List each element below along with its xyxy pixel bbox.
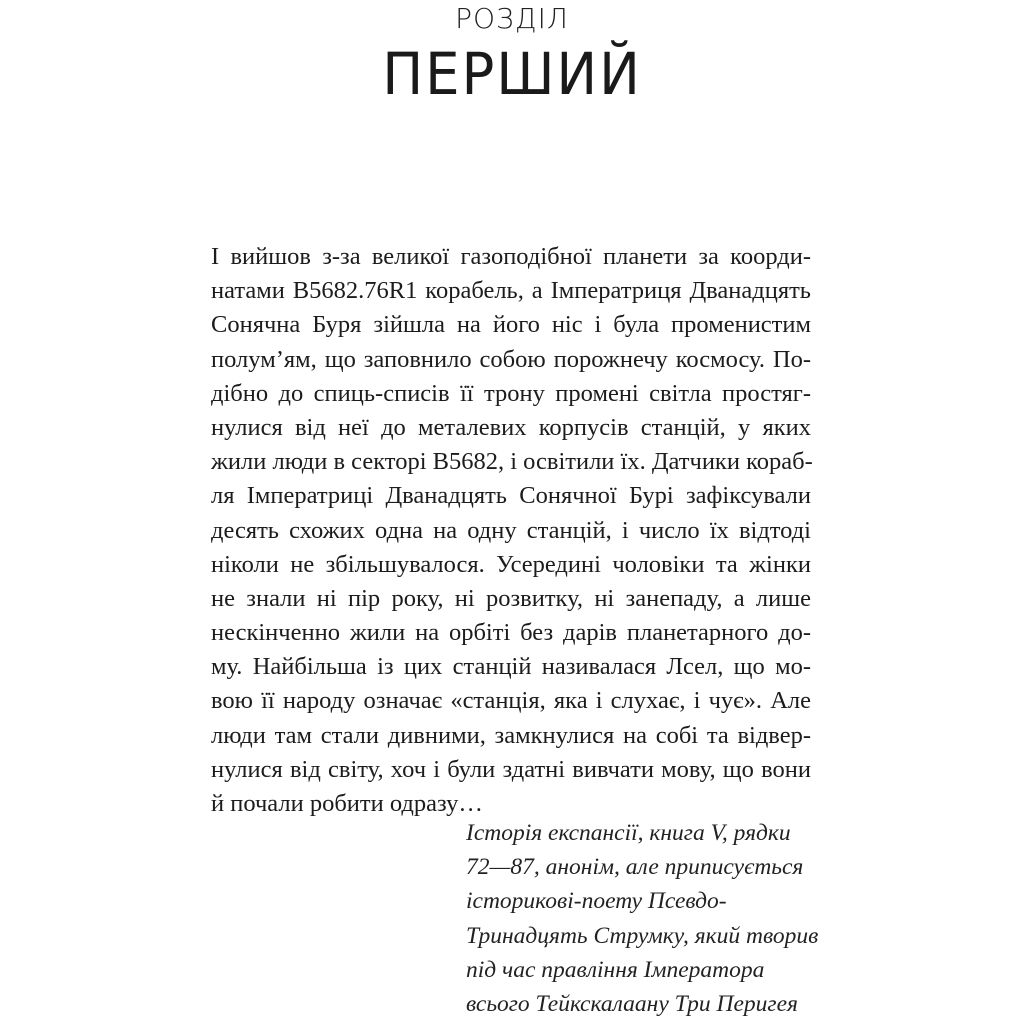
- body-line: ля Імператриці Дванадцять Сонячної Бурі зафіксували: [211, 482, 811, 510]
- epigraph-attribution: [466, 816, 826, 1021]
- body-paragraph: [211, 240, 811, 821]
- chapter-title: ПЕРШИЙ: [382, 40, 642, 108]
- body-line: полум’ям, що заповнило собою порожнечу космосу. По-: [211, 345, 811, 373]
- body-line: десять схожих одна на одну станцій, і число їх відтоді: [211, 516, 811, 544]
- epigraph-line: всього Тейкскалаану Три Перигея: [466, 990, 798, 1017]
- body-line: вою її народу означає «станція, яка і слухає, і чує». Але: [211, 687, 811, 715]
- body-line-last: й почали робити одразу…: [211, 790, 483, 817]
- body-line: жили люди в секторі В5682, і освітили їх. Датчики кораб-: [211, 448, 813, 476]
- chapter-label: РОЗДІЛ: [455, 2, 569, 35]
- epigraph-line: Історія експансії, книга V, рядки: [466, 820, 791, 846]
- body-line: ніколи не збільшувалося. Усередині чоловіки та жінки: [211, 550, 811, 578]
- body-line: не знали ні пір року, ні розвитку, ні занепаду, а лише: [211, 584, 811, 612]
- body-line: нескінченно жили на орбіті без дарів планетарного до-: [211, 619, 811, 647]
- body-line: Сонячна Буря зійшла на його ніс і була променистим: [211, 311, 811, 339]
- body-line: нулися від світу, хоч і були здатні вивчати мову, що вони: [211, 755, 811, 783]
- body-line: натами В5682.76R1 корабель, а Імператриця Дванадцять: [211, 277, 811, 305]
- epigraph-line: 72—87, анонім, але приписується: [466, 854, 804, 881]
- body-line: му. Найбільша із цих станцій називалася Лсел, що мо-: [211, 653, 811, 681]
- epigraph-line: історикові-поету Псевдо-: [466, 888, 727, 915]
- body-line: І вийшов з-за великої газоподібної планети за коорди-: [211, 243, 811, 270]
- epigraph-line: Тринадцять Струмку, який творив: [466, 922, 819, 949]
- body-line: нулися від неї до металевих корпусів станцій, у яких: [211, 413, 811, 441]
- body-line: люди там стали дивними, замкнулися на собі та відвер-: [211, 721, 811, 749]
- epigraph-line: під час правління Імператора: [466, 956, 765, 983]
- body-line: дібно до спиць-списів її трону промені світла простяг-: [211, 379, 811, 407]
